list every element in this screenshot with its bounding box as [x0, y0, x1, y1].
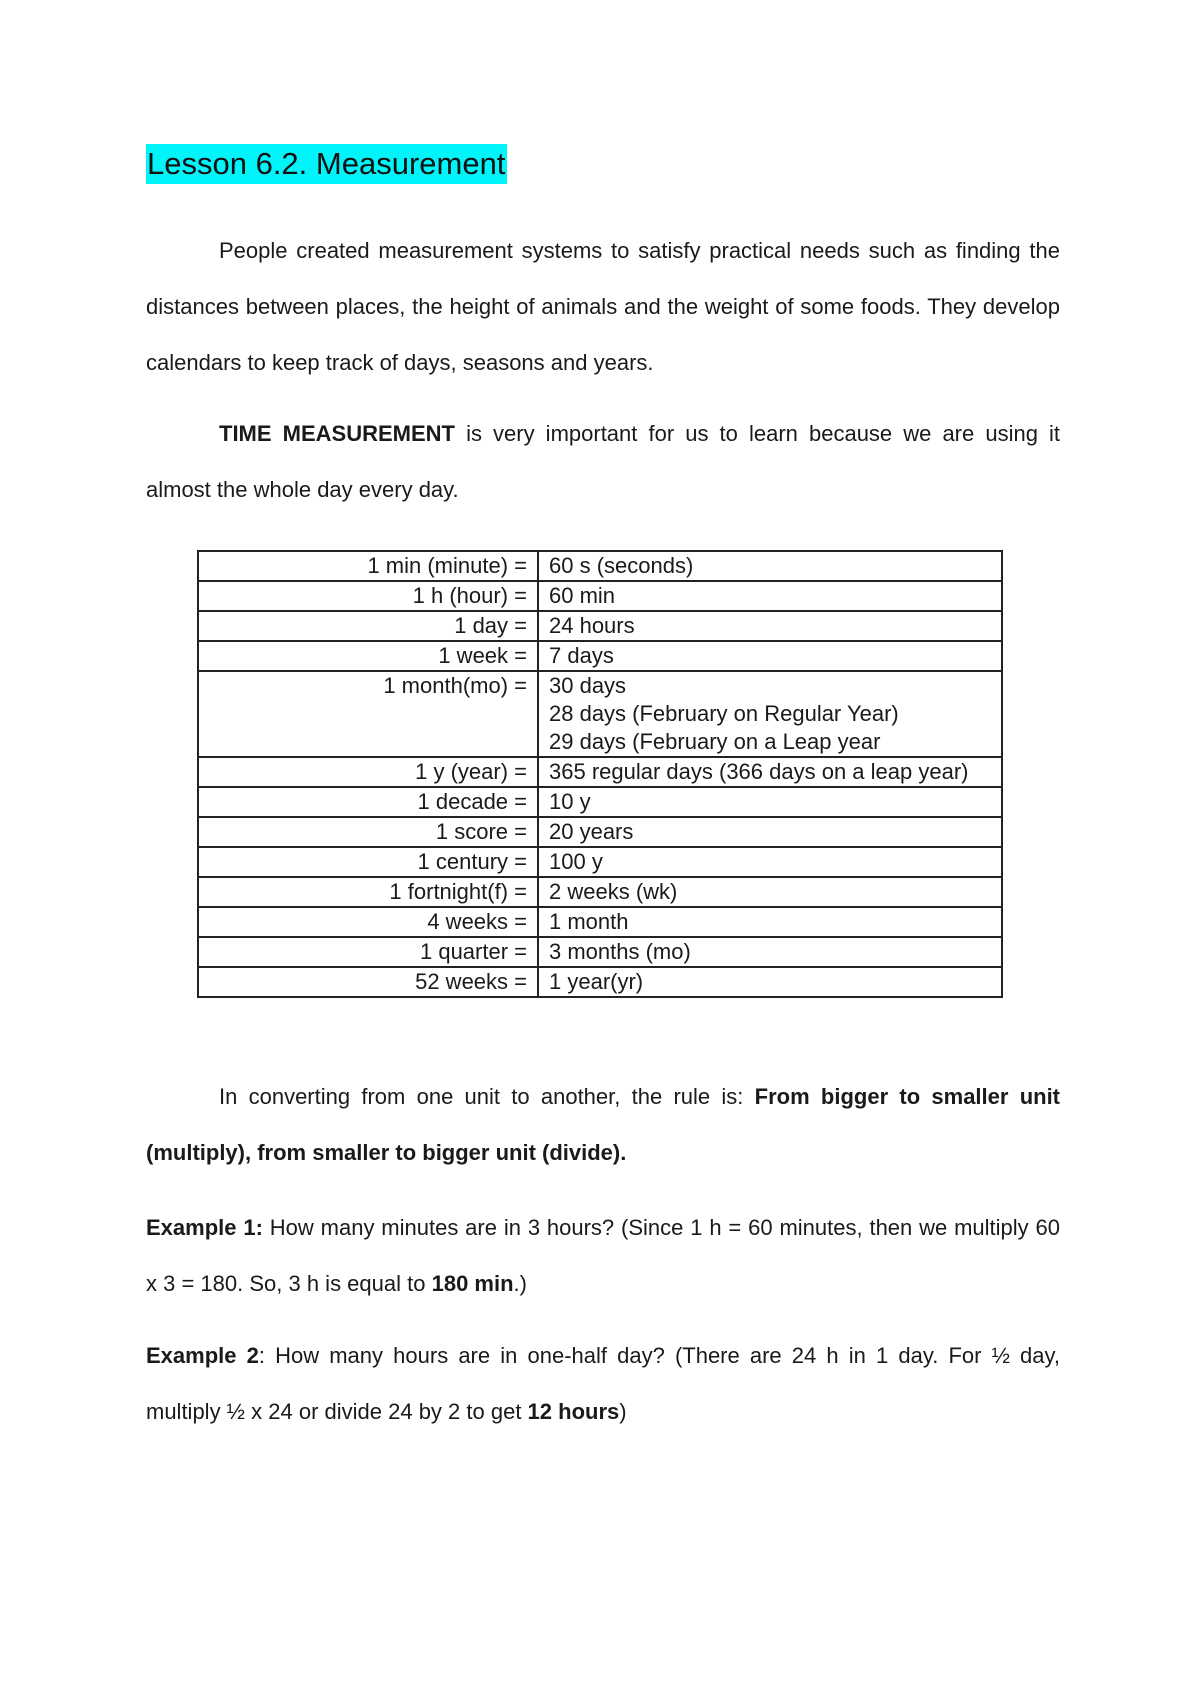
conversion-rule-text: In converting from one unit to another, the rule is:	[219, 1084, 755, 1109]
conversion-rule-bold: From bigger to smaller unit (multiply), from smaller to bigger unit (divide).	[146, 1084, 1061, 1165]
example-1-text: How many minutes are in 3 hours? (Since 1 h = 60 minutes, then we multiply 60 x 3 = 180. So, 3 h is equal to	[146, 1215, 1061, 1296]
unit-cell: 4 weeks =	[198, 907, 538, 937]
example-1-end: .)	[513, 1271, 527, 1296]
equivalent-value: 60 min	[549, 583, 616, 608]
equivalent-cell	[538, 847, 1002, 877]
unit-cell: 1 fortnight(f) =	[198, 877, 538, 907]
equivalent-value: 7 days	[549, 643, 614, 668]
equivalent-value: 1 month	[549, 909, 629, 934]
example-1-answer: 180 min	[431, 1271, 514, 1296]
table-row	[198, 787, 1002, 817]
equivalent-cell	[538, 757, 1002, 787]
unit-cell: 1 century =	[198, 847, 538, 877]
unit-cell: 1 month(mo) =	[198, 671, 538, 757]
table-row	[198, 551, 1002, 581]
table-row	[198, 671, 1002, 757]
unit-cell: 1 decade =	[198, 787, 538, 817]
time-measurement-heading: TIME MEASUREMENT	[219, 421, 455, 446]
table-row	[198, 641, 1002, 671]
equivalent-cell	[538, 817, 1002, 847]
table-row	[198, 937, 1002, 967]
example-2-answer: 12 hours	[527, 1399, 620, 1424]
unit-cell: 1 y (year) =	[198, 757, 538, 787]
equivalent-cell	[538, 671, 1002, 757]
lesson-title: Lesson 6.2. Measurement	[146, 144, 507, 184]
equivalent-value: 365 regular days (366 days on a leap year)	[549, 759, 969, 784]
equivalent-value: 30 days	[549, 673, 627, 698]
equivalent-value: 28 days (February on Regular Year)	[549, 701, 899, 726]
unit-cell: 1 score =	[198, 817, 538, 847]
table-row	[198, 817, 1002, 847]
equivalent-value: 10 y	[549, 789, 591, 814]
unit-cell: 1 min (minute) =	[198, 551, 538, 581]
unit-cell: 1 day =	[198, 611, 538, 641]
example-1-label: Example 1:	[146, 1215, 263, 1240]
equivalent-cell	[538, 551, 1002, 581]
table-row	[198, 581, 1002, 611]
equivalent-value: 3 months (mo)	[549, 939, 691, 964]
title-block	[146, 144, 507, 184]
equivalent-cell	[538, 581, 1002, 611]
table-row	[198, 877, 1002, 907]
unit-cell: 52 weeks =	[198, 967, 538, 997]
time-units-table	[197, 550, 1003, 998]
equivalent-value: 100 y	[549, 849, 603, 874]
conversion-rule-paragraph	[146, 1069, 1060, 1181]
table-row	[198, 757, 1002, 787]
equivalent-value: 20 years	[549, 819, 634, 844]
example-2-paragraph	[146, 1328, 1060, 1440]
equivalent-value: 2 weeks (wk)	[549, 879, 678, 904]
equivalent-cell	[538, 907, 1002, 937]
equivalent-cell	[538, 787, 1002, 817]
time-measurement-paragraph	[146, 406, 1060, 518]
example-1-paragraph	[146, 1200, 1060, 1312]
equivalent-cell	[538, 937, 1002, 967]
intro-paragraph: People created measurement systems to satisfy practical needs such as finding the distances between places, the height of animals and the weight of some foods. They develop calendars to keep track of days, seasons and years.	[146, 238, 1060, 375]
equivalent-cell	[538, 611, 1002, 641]
unit-cell: 1 quarter =	[198, 937, 538, 967]
table-row	[198, 847, 1002, 877]
example-2-label: Example 2	[146, 1343, 259, 1368]
time-units-table-body	[198, 551, 1002, 997]
table-row	[198, 907, 1002, 937]
equivalent-value: 29 days (February on a Leap year	[549, 729, 881, 754]
equivalent-value: 60 s (seconds)	[549, 553, 694, 578]
example-2-end: )	[619, 1399, 627, 1424]
unit-cell: 1 h (hour) =	[198, 581, 538, 611]
equivalent-cell	[538, 641, 1002, 671]
table-row	[198, 611, 1002, 641]
equivalent-cell	[538, 877, 1002, 907]
equivalent-value: 24 hours	[549, 613, 635, 638]
equivalent-value: 1 year(yr)	[549, 969, 644, 994]
table-row	[198, 967, 1002, 997]
equivalent-cell	[538, 967, 1002, 997]
time-measurement-text: is very important for us to learn because we are using it almost the whole day every day.	[146, 421, 1061, 502]
unit-cell: 1 week =	[198, 641, 538, 671]
example-2-text: : How many hours are in one-half day? (There are 24 h in 1 day. For ½ day, multiply ½ x 24 or divide 24 by 2 to get	[146, 1343, 1060, 1424]
